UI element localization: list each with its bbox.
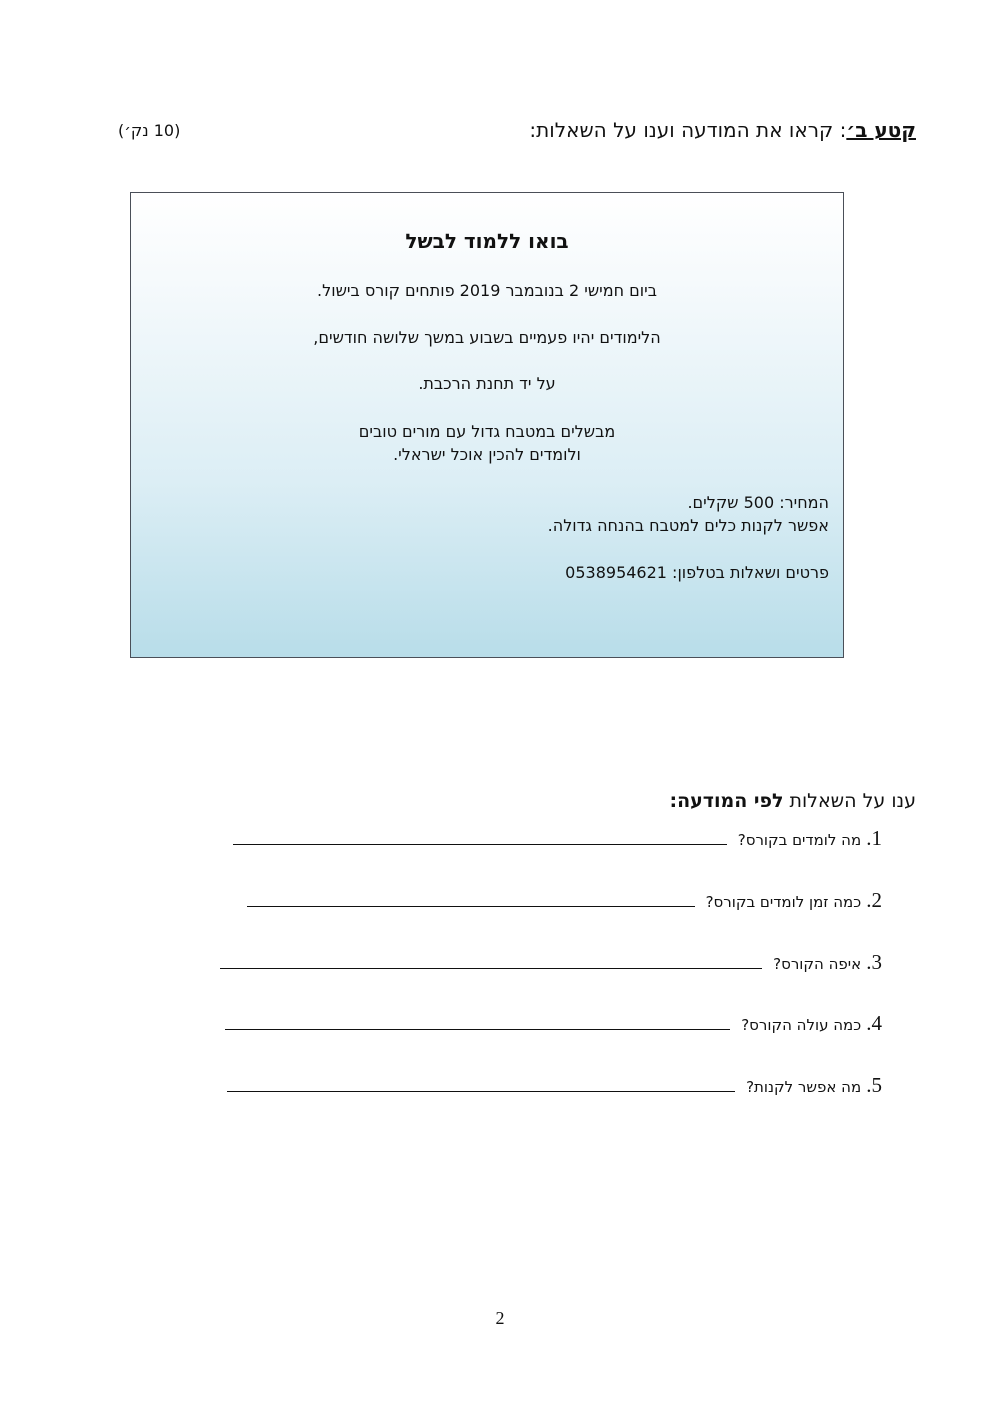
- notice-line: ולומדים להכין אוכל ישראלי.: [393, 445, 581, 464]
- question-text: איפה הקורס?: [773, 955, 862, 973]
- notice-line: הלימודים יהיו פעמיים בשבוע במשך שלושה חודשים,: [313, 328, 661, 347]
- question-item: [233, 826, 882, 856]
- notice-discount: אפשר לקנות כלים למטבח בהנחה גדולה.: [547, 516, 829, 535]
- page-number: 2: [495, 1308, 505, 1328]
- answer-line[interactable]: [220, 950, 762, 969]
- question-item: [247, 888, 883, 918]
- question-number: 4.: [866, 1011, 882, 1035]
- answer-line[interactable]: [225, 1011, 730, 1030]
- notice-box: [130, 192, 844, 658]
- notice-title: בואו ללמוד לבשל: [405, 229, 569, 253]
- question-number: 2.: [866, 888, 882, 912]
- question-item: [227, 1073, 882, 1103]
- notice-phone: פרטים ושאלות בטלפון: 0538954621: [565, 563, 829, 582]
- notice-line: ביום חמישי 2 בנובמבר 2019 פותחים קורס בישול.: [317, 281, 657, 300]
- section-heading: [529, 118, 916, 142]
- question-text: כמה זמן לומדים בקורס?: [705, 893, 862, 911]
- section-instruction: : קראו את המודעה וענו על השאלות:: [529, 118, 847, 142]
- question-number: 3.: [866, 950, 882, 974]
- answer-line[interactable]: [233, 826, 727, 845]
- notice-price: המחיר: 500 שקלים.: [687, 493, 829, 512]
- question-number: 5.: [866, 1073, 882, 1097]
- section-title: קטע ב׳: [846, 118, 916, 142]
- questions-heading-plain: ענו על השאלות: [783, 790, 916, 812]
- question-item: [225, 1011, 882, 1041]
- answer-line[interactable]: [227, 1073, 735, 1092]
- question-text: מה אפשר לקנות?: [746, 1078, 862, 1096]
- points-label: (10 נק׳): [118, 121, 181, 140]
- answer-line[interactable]: [247, 888, 695, 907]
- question-item: [220, 950, 882, 980]
- question-number: 1.: [866, 826, 882, 850]
- notice-line: מבשלים במטבח גדול עם מורים טובים: [358, 422, 616, 441]
- question-text: כמה עולה הקורס?: [741, 1016, 862, 1034]
- question-text: מה לומדים בקורס?: [737, 831, 862, 849]
- questions-heading-bold: לפי המודעה:: [669, 790, 784, 812]
- questions-heading: [669, 790, 916, 812]
- notice-line: על יד תחנת הרכבת.: [418, 374, 556, 393]
